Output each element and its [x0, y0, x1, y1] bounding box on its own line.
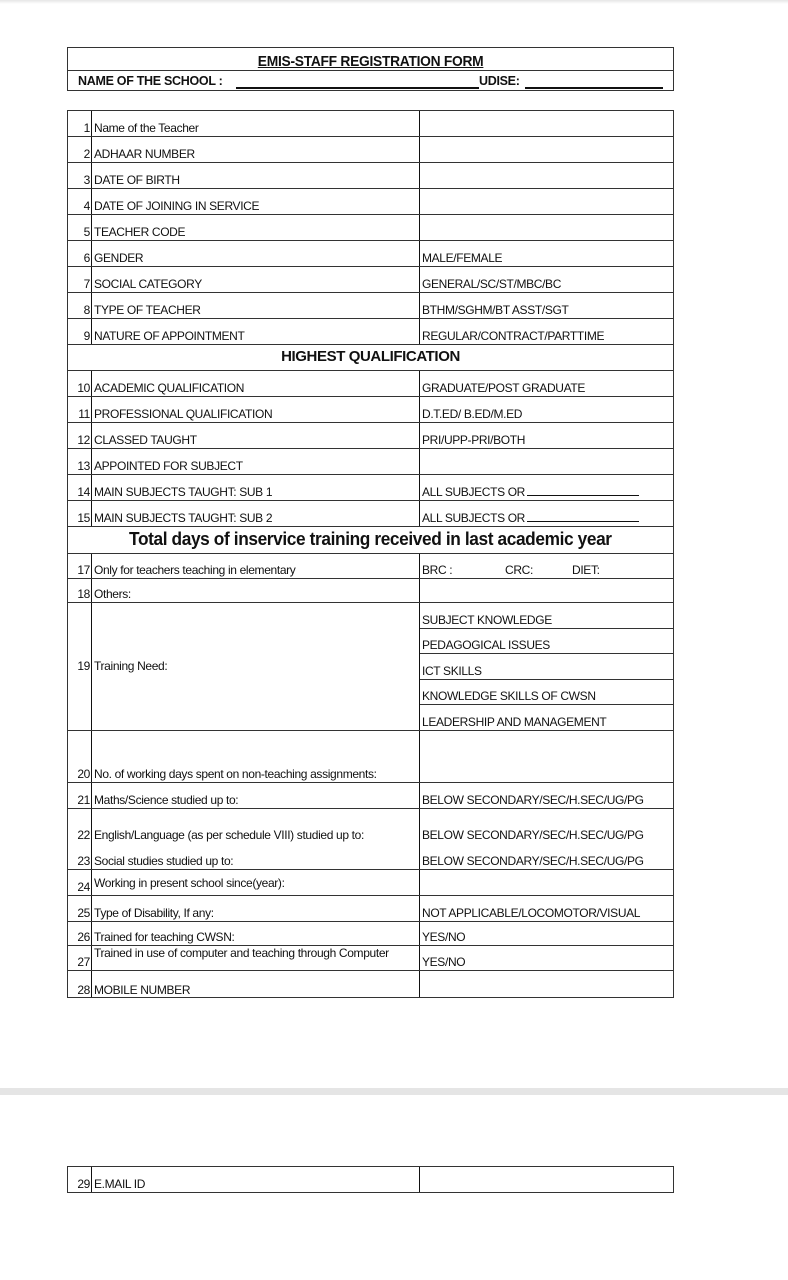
udise-label: UDISE: [479, 74, 520, 88]
row-number: 23 [68, 843, 92, 869]
training-need-option[interactable]: ICT SKILLS [420, 653, 674, 679]
social-category-field[interactable]: GENERAL/SC/ST/MBC/BC [422, 277, 562, 291]
training-need-option[interactable]: SUBJECT KNOWLEDGE [422, 613, 552, 627]
row-label: DATE OF BIRTH [93, 163, 420, 188]
table-row [68, 162, 673, 188]
table-row [68, 318, 673, 344]
row-number: 6 [68, 241, 92, 266]
row-number: 24 [68, 870, 92, 895]
adhaar-field[interactable] [420, 137, 674, 162]
professional-qualification-field[interactable]: D.T.ED/ B.ED/M.ED [422, 407, 523, 421]
row-number: 7 [68, 267, 92, 292]
training-need-option[interactable]: LEADERSHIP AND MANAGEMENT [420, 704, 674, 730]
table-row [68, 808, 673, 843]
academic-qualification-field[interactable]: GRADUATE/POST GRADUATE [422, 381, 585, 395]
table-row [68, 843, 673, 869]
row-number: 12 [68, 423, 92, 448]
table-row [68, 266, 673, 292]
row-label: MAIN SUBJECTS TAUGHT: SUB 2 [93, 501, 420, 526]
row-label: PROFESSIONAL QUALIFICATION [93, 397, 420, 422]
row-label: Working in present school since(year): [93, 870, 420, 895]
table-row [68, 370, 673, 396]
row-number: 27 [68, 946, 92, 970]
table-row [68, 396, 673, 422]
table-row [68, 110, 673, 136]
brc-label: BRC : [422, 563, 453, 577]
row-number: 14 [68, 475, 92, 500]
row-label: ACADEMIC QUALIFICATION [93, 371, 420, 396]
training-need-option[interactable]: PEDAGOGICAL ISSUES [420, 628, 674, 653]
row-number: 25 [68, 896, 92, 921]
table-row [68, 292, 673, 318]
school-row [68, 70, 673, 91]
school-name-field[interactable] [236, 87, 479, 89]
row-label: NATURE OF APPOINTMENT [93, 319, 420, 344]
row-label: Only for teachers teaching in elementary [93, 554, 420, 578]
row-number: 4 [68, 189, 92, 214]
page-top-shadow [0, 0, 788, 4]
row-number: 5 [68, 215, 92, 240]
row-label: Others: [93, 579, 420, 602]
registration-table [67, 110, 674, 998]
section-title: Total days of inservice training received in last academic year [129, 529, 612, 549]
diet-label: DIET: [572, 563, 600, 577]
row-number: 19 [68, 603, 92, 730]
teacher-code-field[interactable] [420, 215, 674, 240]
row-number: 9 [68, 319, 92, 344]
dob-field[interactable] [420, 163, 674, 188]
row-number: 26 [68, 922, 92, 945]
joining-date-field[interactable] [420, 189, 674, 214]
table-row [68, 448, 673, 474]
mobile-number-field[interactable] [420, 971, 674, 998]
subject-1-blank[interactable] [527, 485, 639, 496]
table-row [68, 240, 673, 266]
row-label: MOBILE NUMBER [93, 971, 420, 998]
row-number: 22 [68, 809, 92, 843]
row-label: DATE OF JOINING IN SERVICE [93, 189, 420, 214]
english-language-field[interactable]: BELOW SECONDARY/SEC/H.SEC/UG/PG [422, 828, 644, 842]
row-label: No. of working days spent on non-teaching assignments: [93, 731, 420, 782]
row-label: Trained for teaching CWSN: [93, 922, 420, 945]
row-label: TEACHER CODE [93, 215, 420, 240]
classes-taught-field[interactable]: PRI/UPP-PRI/BOTH [422, 433, 526, 447]
table-row [68, 136, 673, 162]
row-number: 20 [68, 731, 92, 782]
table-row [68, 422, 673, 448]
table-row [68, 730, 673, 782]
email-field[interactable] [420, 1167, 674, 1192]
row-number: 13 [68, 449, 92, 474]
table-row [68, 578, 673, 602]
table-row [68, 214, 673, 240]
page-separator [0, 1088, 788, 1095]
subject-1-field[interactable]: ALL SUBJECTS OR [420, 475, 674, 500]
row-label: Name of the Teacher [93, 111, 420, 136]
section-title: HIGHEST QUALIFICATION [281, 348, 460, 365]
row-label: English/Language (as per schedule VIII) studied up to: [93, 809, 420, 843]
table-row [68, 970, 673, 998]
registration-table-page-2 [67, 1166, 674, 1193]
row-number: 11 [68, 397, 92, 422]
crc-label: CRC: [505, 563, 533, 577]
training-need-option[interactable]: KNOWLEDGE SKILLS OF CWSN [420, 679, 674, 704]
row-label: APPOINTED FOR SUBJECT [93, 449, 420, 474]
appointment-nature-field[interactable]: REGULAR/CONTRACT/PARTTIME [422, 329, 605, 343]
row-number: 15 [68, 501, 92, 526]
form-header [67, 47, 674, 91]
title-row [68, 48, 673, 71]
computer-trained-field[interactable]: YES/NO [422, 955, 466, 969]
row-label: GENDER [93, 241, 420, 266]
appointed-subject-field[interactable] [420, 449, 674, 474]
table-row [68, 474, 673, 500]
row-label: ADHAAR NUMBER [93, 137, 420, 162]
cwsn-trained-field[interactable]: YES/NO [422, 930, 466, 944]
udise-field[interactable] [525, 87, 663, 89]
row-label: Training Need: [93, 603, 420, 730]
section-inservice-training [68, 526, 673, 553]
subject-2-field[interactable]: ALL SUBJECTS OR [420, 501, 674, 526]
form-title: EMIS-STAFF REGISTRATION FORM [257, 53, 484, 70]
maths-science-field[interactable]: BELOW SECONDARY/SEC/H.SEC/UG/PG [422, 793, 644, 807]
teacher-type-field[interactable]: BTHM/SGHM/BT ASST/SGT [422, 303, 569, 317]
elementary-training-field[interactable] [420, 554, 674, 578]
row-number: 28 [68, 971, 92, 998]
table-row [68, 188, 673, 214]
row-number: 29 [68, 1167, 92, 1192]
table-row [68, 869, 673, 895]
social-studies-field[interactable]: BELOW SECONDARY/SEC/H.SEC/UG/PG [422, 854, 644, 868]
row-number: 8 [68, 293, 92, 318]
row-label: E.MAIL ID [93, 1167, 420, 1192]
table-row [68, 1166, 673, 1192]
table-row [68, 553, 673, 578]
row-number: 2 [68, 137, 92, 162]
row-label: CLASSED TAUGHT [93, 423, 420, 448]
row-label: Maths/Science studied up to: [93, 783, 420, 808]
disability-field[interactable]: NOT APPLICABLE/LOCOMOTOR/VISUAL [422, 906, 641, 920]
table-row [68, 500, 673, 526]
teacher-name-field[interactable] [420, 111, 674, 136]
school-name-label: NAME OF THE SCHOOL : [78, 74, 223, 88]
row-number: 3 [68, 163, 92, 188]
row-label: Social studies studied up to: [93, 843, 420, 869]
table-bottom-border [68, 997, 673, 998]
row-number: 1 [68, 111, 92, 136]
row-label: TYPE OF TEACHER [93, 293, 420, 318]
row-number: 10 [68, 371, 92, 396]
section-highest-qualification [68, 344, 673, 370]
others-training-field[interactable] [420, 579, 674, 602]
table-row [68, 895, 673, 921]
table-row [68, 921, 673, 945]
row-label: SOCIAL CATEGORY [93, 267, 420, 292]
subject-2-blank[interactable] [527, 511, 639, 522]
gender-field[interactable]: MALE/FEMALE [422, 251, 503, 265]
row-label: Trained in use of computer and teaching through Computer [93, 946, 420, 970]
row-label: MAIN SUBJECTS TAUGHT: SUB 1 [93, 475, 420, 500]
table-row [68, 782, 673, 808]
table-bottom-border [68, 1192, 673, 1193]
row-label: Type of Disability, If any: [93, 896, 420, 921]
row-number: 17 [68, 554, 92, 578]
present-school-since-field[interactable] [420, 870, 674, 895]
row-number: 18 [68, 579, 92, 602]
table-row [68, 945, 673, 970]
row-number: 21 [68, 783, 92, 808]
non-teaching-days-field[interactable] [420, 731, 674, 782]
